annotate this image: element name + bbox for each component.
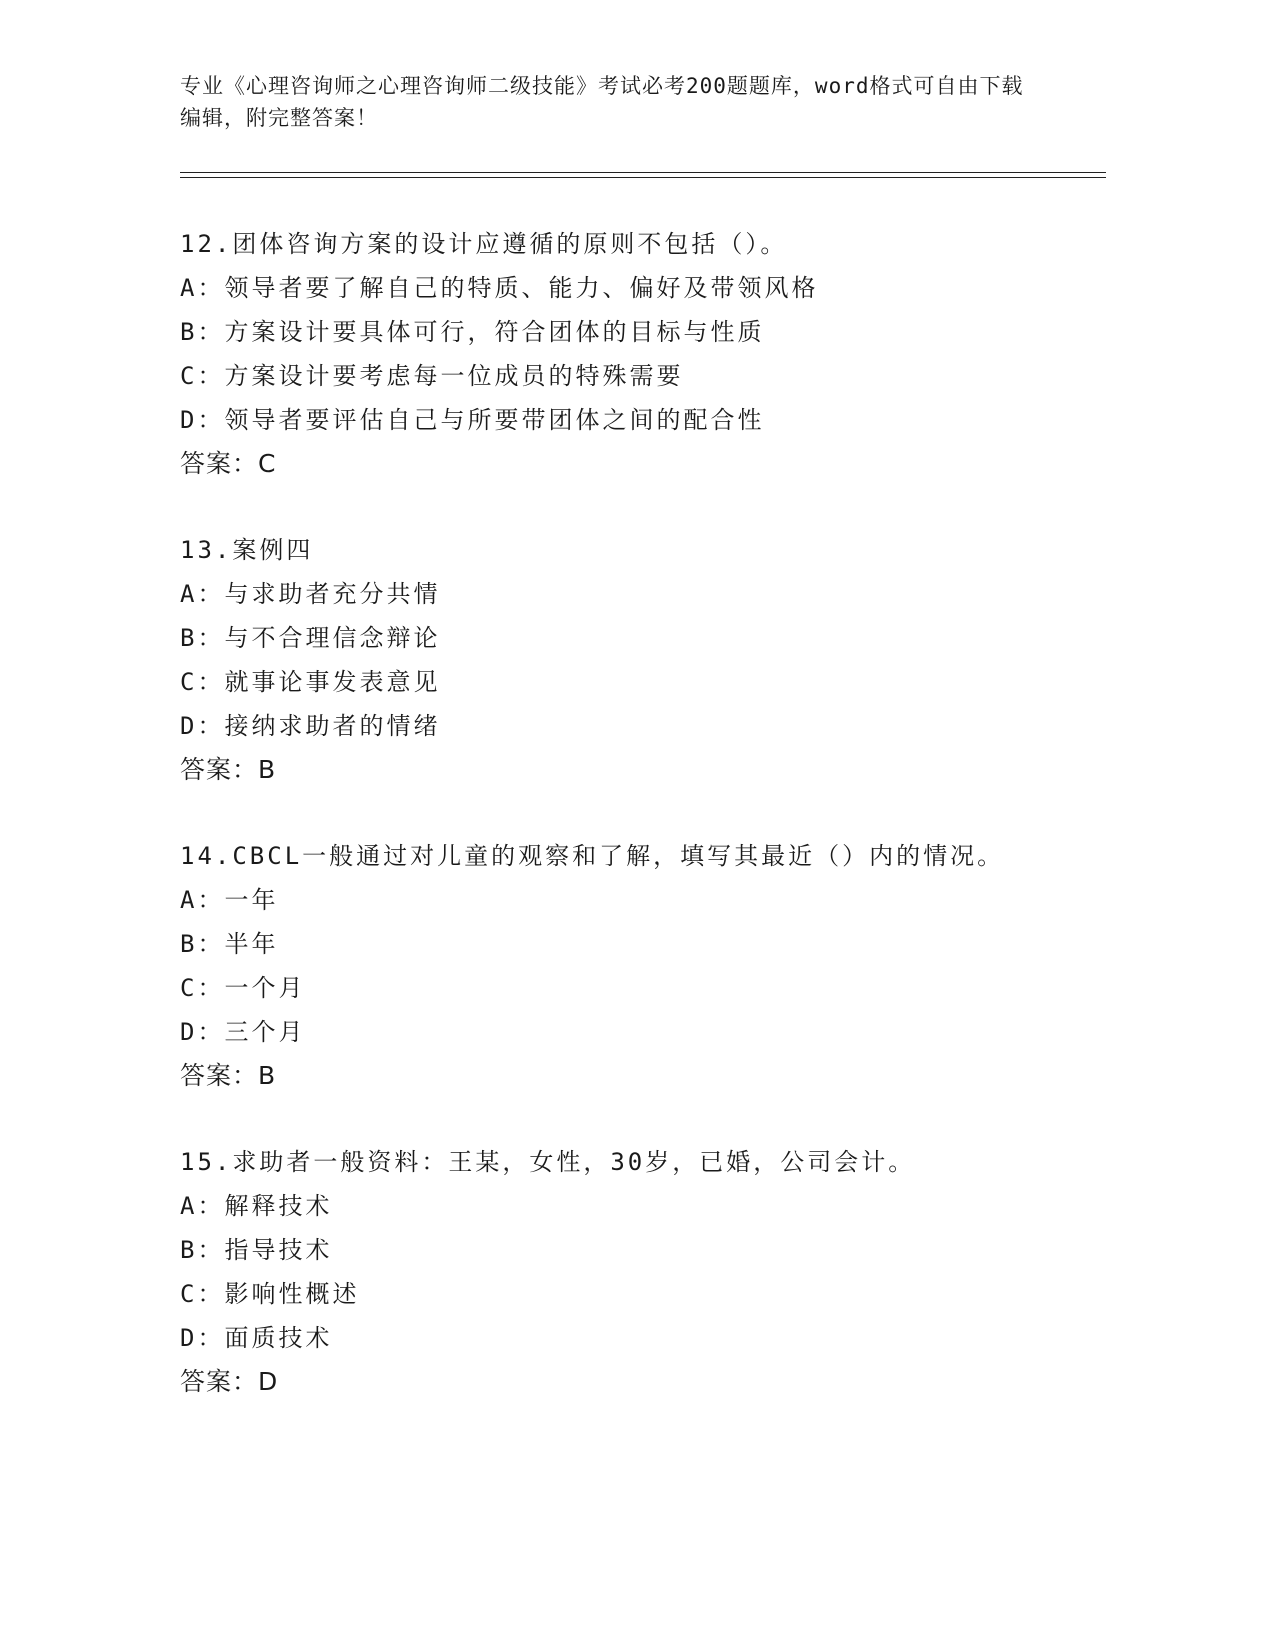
option-d: D：领导者要评估自己与所要带团体之间的配合性 — [180, 406, 765, 434]
answer: 答案：B — [180, 755, 277, 784]
question-12 — [180, 222, 1100, 486]
option-d: D：面质技术 — [180, 1324, 333, 1352]
answer: 答案：B — [180, 1061, 277, 1090]
question-stem: 15.求助者一般资料：王某，女性，30岁，已婚，公司会计。 — [180, 1148, 916, 1176]
answer: 答案：D — [180, 1367, 279, 1396]
option-a: A：解释技术 — [180, 1192, 333, 1220]
option-b: B：方案设计要具体可行，符合团体的目标与性质 — [180, 318, 765, 346]
question-14 — [180, 834, 1100, 1098]
option-d: D：三个月 — [180, 1018, 306, 1046]
option-c: C：影响性概述 — [180, 1280, 360, 1308]
option-c: C：方案设计要考虑每一位成员的特殊需要 — [180, 362, 684, 390]
option-b: B：指导技术 — [180, 1236, 333, 1264]
option-c: C：一个月 — [180, 974, 306, 1002]
question-stem: 12.团体咨询方案的设计应遵循的原则不包括（）。 — [180, 230, 788, 258]
question-stem: 13.案例四 — [180, 536, 314, 564]
question-15 — [180, 1140, 1100, 1404]
question-stem: 14.CBCL一般通过对儿童的观察和了解，填写其最近（）内的情况。 — [180, 842, 1005, 870]
option-a: A：一年 — [180, 886, 279, 914]
document-header: 专业《心理咨询师之心理咨询师二级技能》考试必考200题题库，word格式可自由下载编辑，附完整答案！ — [180, 74, 1024, 130]
option-b: B：与不合理信念辩论 — [180, 624, 441, 652]
answer: 答案：C — [180, 449, 277, 478]
option-d: D：接纳求助者的情绪 — [180, 712, 441, 740]
header-double-rule — [180, 172, 1106, 178]
option-a: A：与求助者充分共情 — [180, 580, 441, 608]
option-a: A：领导者要了解自己的特质、能力、偏好及带领风格 — [180, 274, 819, 302]
option-c: C：就事论事发表意见 — [180, 668, 441, 696]
option-b: B：半年 — [180, 930, 279, 958]
question-list — [180, 222, 1100, 1446]
question-13 — [180, 528, 1100, 792]
